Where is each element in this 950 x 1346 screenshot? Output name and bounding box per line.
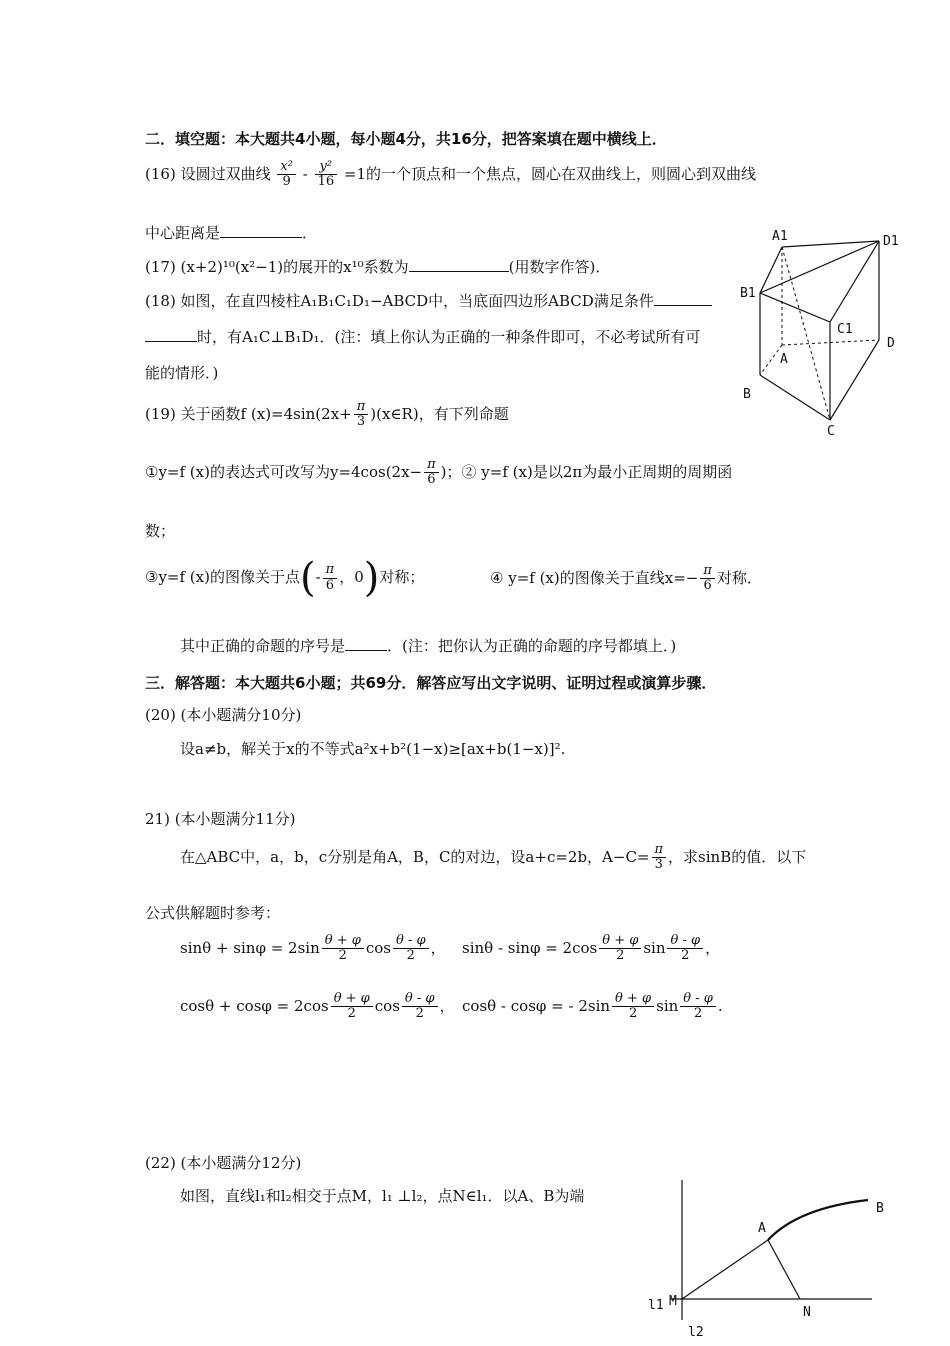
q21-body [180,843,806,873]
q21-body-pre: 在△ABC中，a，b，c分别是角A，B，C的对边，设a+c=2b，A−C= [180,847,650,866]
formula-sin-sum: sinθ + sinφ = 2sin $\frac{\theta + \varphi}{2}$ cos $\frac{\theta - \varphi}{2}$ ， [180,933,446,964]
q19-p4-pre: ④ y=f (x)的图像关于直线x=− [490,568,699,587]
q19-post: )(x∈R)，有下列命题 [370,404,509,423]
q19-props-1-2 [145,458,732,488]
q19-p3-post: 对称； [379,568,425,586]
q17-post: (用数字作答)． [508,258,611,276]
q19-p3-pre: ③y=f (x)的图像关于点 [145,568,300,586]
label-point-m: M [669,1294,677,1309]
label-a: A [780,352,788,367]
diag-b1-d1 [760,241,879,293]
curve-figure [640,1170,900,1346]
q19-p1-text: ①y=f (x)的表达式可改写为y=4cos(2x− [145,462,423,481]
prism-figure [735,225,910,440]
q19-p3-fraction: $\frac{\pi}{6}$ [323,563,338,593]
edge-d1-c1 [830,241,879,322]
label-d1: D1 [883,234,899,249]
question-18 [145,290,712,311]
q20-body: 设a≠b，解关于x的不等式a²x+b²(1−x)≥[ax+b(1−x)]². [180,740,566,758]
label-point-a: A [758,1221,766,1236]
q16-post: =1的一个顶点和一个焦点，圆心在双曲线上，则圆心到双曲线 [343,164,757,183]
q19-p3-zero: ，0 [339,568,364,586]
q16-line2 [145,222,317,243]
q16-fraction-y: $\frac{\text{y²}}{16}$ [315,160,338,190]
q19-answer-pre: 其中正确的命题的序号是 [180,637,346,655]
q16-number: (16) [145,164,176,183]
q17-answer-blank [409,257,509,272]
q17-text: (17) (x+2)¹⁰(x²−1)的展开的x¹⁰系数为 [145,258,409,276]
label-point-b: B [876,1201,884,1216]
section3-heading: 三．解答题：本大题共6小题；共69分．解答应写出文字说明、证明过程或演算步骤． [145,674,717,692]
q19-p3-minus: - [315,568,321,586]
q19-answer-post: ．(注：把你认为正确的命题的序号都填上．) [387,637,677,655]
q21-line2: 公式供解题时参考： [145,904,281,922]
q18-line3: 能的情形．) [145,364,219,382]
q19-p2-line2: 数； [145,522,176,540]
left-paren-icon: ( [299,555,316,601]
q22-title: (22) (本小题满分12分) [145,1154,302,1172]
question-17 [145,256,610,277]
q18-line2 [145,326,700,347]
label-line-l1: l1 [648,1298,664,1313]
q19-prop-4 [490,564,762,594]
label-a1: A1 [772,229,788,244]
q18-line1: (18) 如图，在直四棱柱A₁B₁C₁D₁−ABCD中，当底面四边形ABCD满足条件 [145,292,654,310]
section2-heading: 二．填空题：本大题共4小题，每小题4分，共16分，把答案填在题中横线上． [145,130,667,148]
q18-answer-blank [654,291,712,306]
formula-sin-diff: sinθ - sinφ = 2cos $\frac{\theta + \varphi}{2}$ sin $\frac{\theta - \varphi}{2}$ ， [462,933,721,964]
segment-a-n [768,1240,800,1299]
q21-body-post: ，求sinB的值．以下 [668,847,807,866]
q16-end: ． [302,224,318,242]
q19-p2-text: )；② y=f (x)是以2π为最小正周期的周期函 [440,462,733,481]
q19-p4-post: 对称． [716,568,762,587]
label-c1: C1 [837,322,853,337]
q19-p1-fraction: $\frac{\pi}{6}$ [424,458,439,488]
curve-a-b [768,1200,868,1240]
right-paren-icon: ) [363,555,380,601]
q18-answer-blank-2 [145,327,197,342]
q18-line2-text: 时，有A₁C⊥B₁D₁．(注：填上你认为正确的一种条件即可，不必考试所有可 [197,328,701,346]
q16-pre: 设圆过双曲线 [180,164,271,183]
edge-a1-d1 [782,241,879,247]
q16-answer-blank [220,223,302,238]
q19-pre: (19) 关于函数f (x)=4sin(2x+ [145,404,352,423]
q19-prop-3 [145,555,425,601]
q22-body: 如图，直线l₁和l₂相交于点M，l₁ ⊥l₂，点N∈l₁．以A、B为端 [180,1187,585,1205]
formula-cos-sum: cosθ + cosφ = 2cos $\frac{\theta + \varphi}{2}$ cos $\frac{\theta - \varphi}{2}$ ， [180,991,455,1022]
formula-cos-diff: cosθ - cosφ = - 2sin $\frac{\theta + \varphi}{2}$ sin $\frac{\theta - \varphi}{2}$ . [462,991,723,1022]
question-16 [145,160,756,190]
edge-a1-b1 [760,247,782,293]
label-b: B [743,387,751,402]
hidden-a-b [760,345,782,375]
edge-b1-c1 [760,293,830,322]
q20-title: (20) (本小题满分10分) [145,706,302,724]
segment-m-a [682,1240,768,1299]
question-19 [145,400,509,430]
q21-fraction: $\frac{\pi}{3}$ [652,843,667,873]
label-d: D [887,336,895,351]
q16-line2-text: 中心距离是 [145,224,221,242]
q19-answer-line [180,635,676,656]
q19-p4-fraction: $\frac{\pi}{6}$ [700,564,715,594]
label-line-l2: l2 [688,1325,704,1340]
q19-answer-blank [345,636,387,651]
q16-fraction-x: $\frac{\text{x²}}{9}$ [277,160,296,190]
label-c: C [827,424,835,439]
label-b1: B1 [740,286,756,301]
label-point-n: N [803,1305,811,1320]
q16-minus: - [302,164,308,183]
q21-title: 21) (本小题满分11分) [145,810,296,828]
edge-c-d [830,340,879,420]
q19-fraction: $\frac{\pi}{3}$ [354,400,369,430]
